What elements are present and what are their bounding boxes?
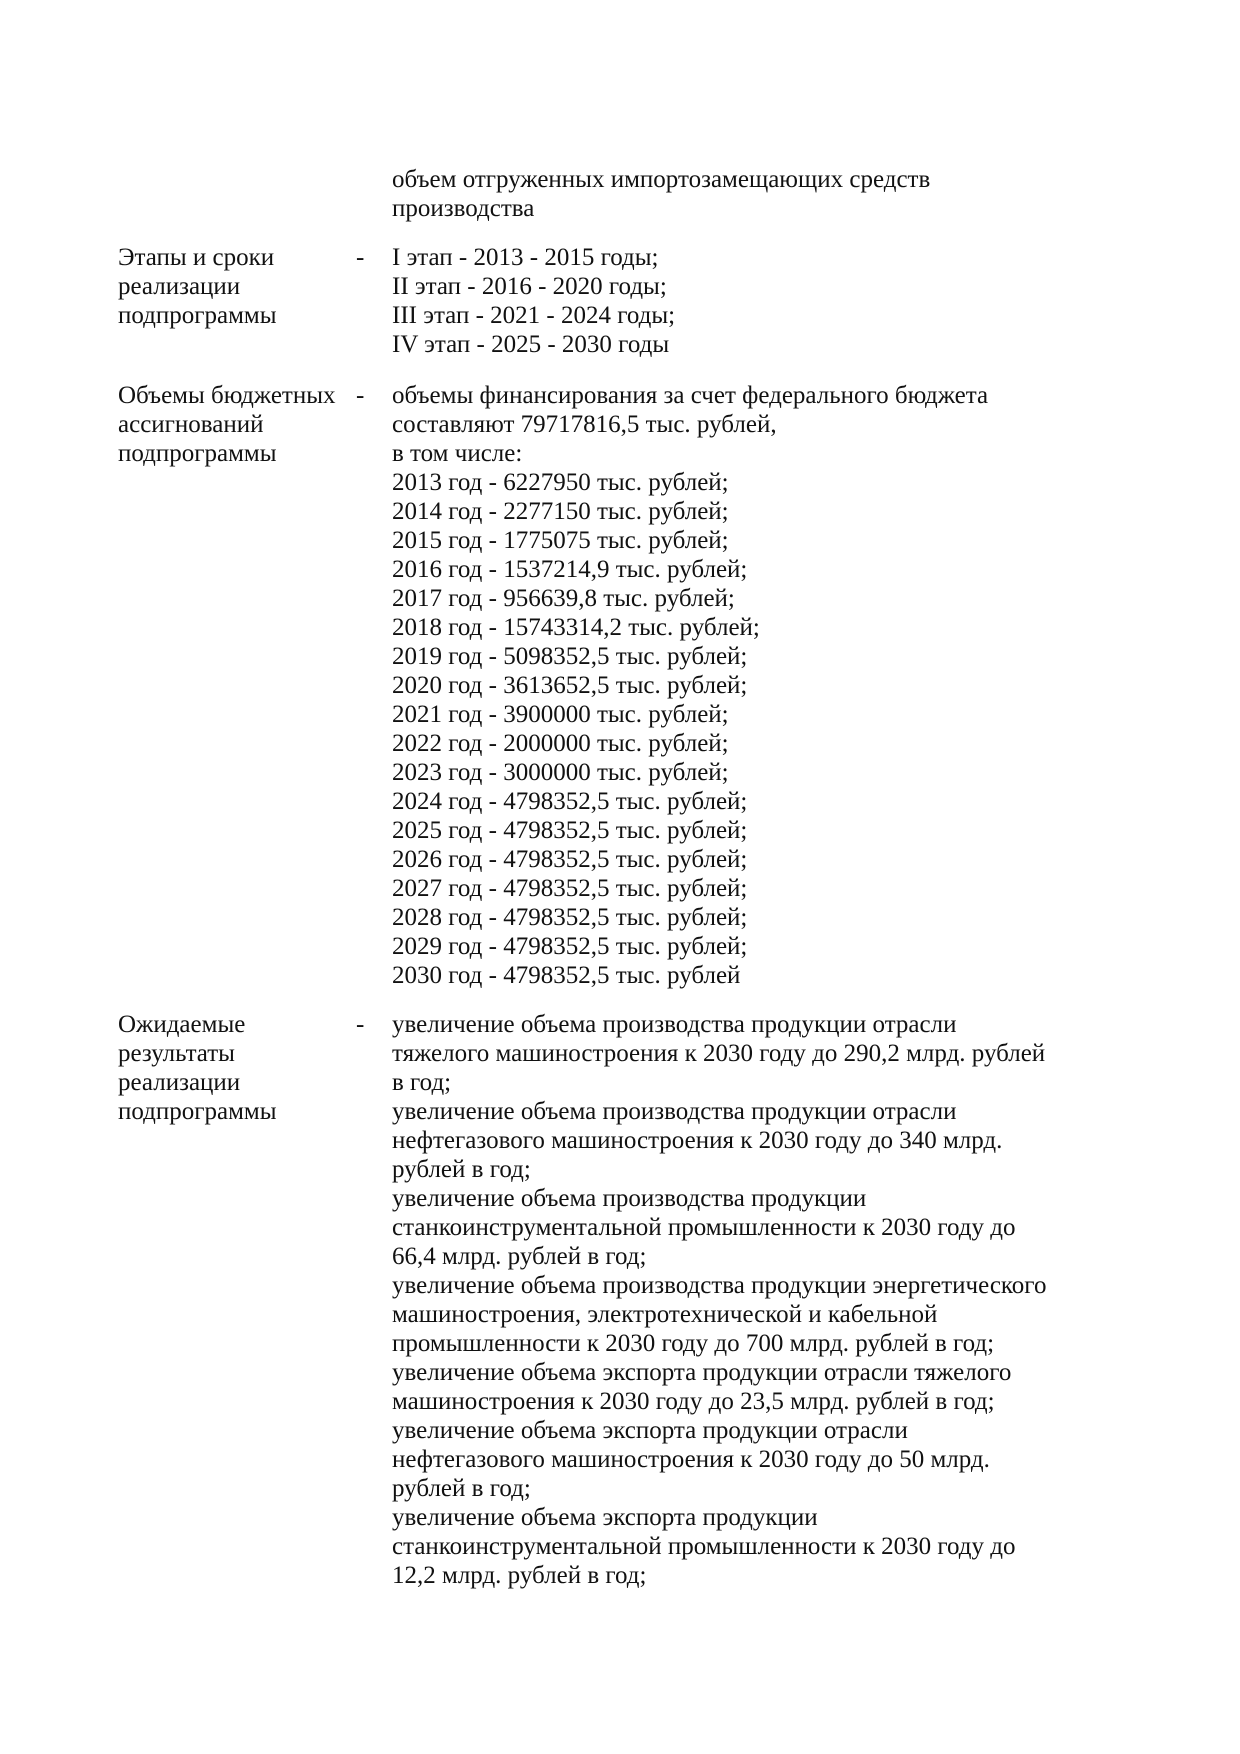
content-line: 2028 год - 4798352,5 тыс. рублей; [392, 904, 748, 931]
content-line: рублей в год; [392, 1475, 531, 1502]
label-line: подпрограммы [118, 302, 277, 329]
content-line: IV этап - 2025 - 2030 годы [392, 331, 670, 358]
label-line: реализации [118, 1069, 241, 1096]
intro-line: производства [392, 195, 535, 222]
content-line: 2020 год - 3613652,5 тыс. рублей; [392, 672, 748, 699]
content-line: 2016 год - 1537214,9 тыс. рублей; [392, 556, 748, 583]
section-label [118, 243, 353, 330]
content-line: увеличение объема производства продукции энергетического [392, 1272, 1047, 1299]
content-line: составляют 79717816,5 тыс. рублей, [392, 411, 777, 438]
label-line: Объемы бюджетных [118, 382, 336, 409]
content-line: 2014 год - 2277150 тыс. рублей; [392, 498, 729, 525]
content-line: объемы финансирования за счет федерального бюджета [392, 382, 989, 409]
section-label [118, 381, 353, 468]
content-line: увеличение объема производства продукции [392, 1185, 867, 1212]
content-line: станкоинструментальной промышленности к 2030 году до [392, 1533, 1016, 1560]
label-line: подпрограммы [118, 1098, 277, 1125]
content-line: I этап - 2013 - 2015 годы; [392, 244, 659, 271]
content-line: 12,2 млрд. рублей в год; [392, 1562, 647, 1589]
content-line: 2017 год - 956639,8 тыс. рублей; [392, 585, 735, 612]
content-line: промышленности к 2030 году до 700 млрд. рублей в год; [392, 1330, 995, 1357]
label-line: результаты [118, 1040, 235, 1067]
content-line: увеличение объема экспорта продукции [392, 1504, 818, 1531]
content-line: рублей в год; [392, 1156, 531, 1183]
content-line: увеличение объема производства продукции отрасли [392, 1098, 957, 1125]
section-dash: - [356, 244, 365, 271]
intro-line: объем отгруженных импортозамещающих средств [392, 166, 931, 193]
content-line: увеличение объема экспорта продукции отрасли [392, 1417, 908, 1444]
content-line: 2022 год - 2000000 тыс. рублей; [392, 730, 729, 757]
content-line: 2015 год - 1775075 тыс. рублей; [392, 527, 729, 554]
content-line: 2019 год - 5098352,5 тыс. рублей; [392, 643, 748, 670]
content-line: 66,4 млрд. рублей в год; [392, 1243, 647, 1270]
content-line: III этап - 2021 - 2024 годы; [392, 302, 676, 329]
content-line: 2024 год - 4798352,5 тыс. рублей; [392, 788, 748, 815]
section-content [392, 1010, 1072, 1590]
label-line: подпрограммы [118, 440, 277, 467]
content-line: II этап - 2016 - 2020 годы; [392, 273, 667, 300]
section-dash: - [356, 1011, 365, 1038]
label-line: ассигнований [118, 411, 264, 438]
content-line: 2023 год - 3000000 тыс. рублей; [392, 759, 729, 786]
intro-text [392, 165, 1072, 223]
content-line: в год; [392, 1069, 452, 1096]
section-content [392, 381, 1072, 990]
content-line: 2027 год - 4798352,5 тыс. рублей; [392, 875, 748, 902]
content-line: увеличение объема производства продукции отрасли [392, 1011, 957, 1038]
label-line: Ожидаемые [118, 1011, 246, 1038]
section-label [118, 1010, 353, 1126]
content-line: 2021 год - 3900000 тыс. рублей; [392, 701, 729, 728]
content-line: увеличение объема экспорта продукции отрасли тяжелого [392, 1359, 1012, 1386]
content-line: 2018 год - 15743314,2 тыс. рублей; [392, 614, 760, 641]
content-line: нефтегазового машиностроения к 2030 году до 340 млрд. [392, 1127, 1003, 1154]
content-line: машиностроения к 2030 году до 23,5 млрд. рублей в год; [392, 1388, 995, 1415]
content-line: 2030 год - 4798352,5 тыс. рублей [392, 962, 741, 989]
content-line: тяжелого машиностроения к 2030 году до 290,2 млрд. рублей [392, 1040, 1046, 1067]
section-dash: - [356, 382, 365, 409]
label-line: реализации [118, 273, 241, 300]
label-line: Этапы и сроки [118, 244, 275, 271]
content-line: 2026 год - 4798352,5 тыс. рублей; [392, 846, 748, 873]
content-line: в том числе: [392, 440, 523, 467]
content-line: станкоинструментальной промышленности к 2030 году до [392, 1214, 1016, 1241]
section-content [392, 243, 1072, 359]
content-line: 2013 год - 6227950 тыс. рублей; [392, 469, 729, 496]
content-line: 2029 год - 4798352,5 тыс. рублей; [392, 933, 748, 960]
content-line: машиностроения, электротехнической и кабельной [392, 1301, 938, 1328]
content-line: 2025 год - 4798352,5 тыс. рублей; [392, 817, 748, 844]
content-line: нефтегазового машиностроения к 2030 году до 50 млрд. [392, 1446, 990, 1473]
